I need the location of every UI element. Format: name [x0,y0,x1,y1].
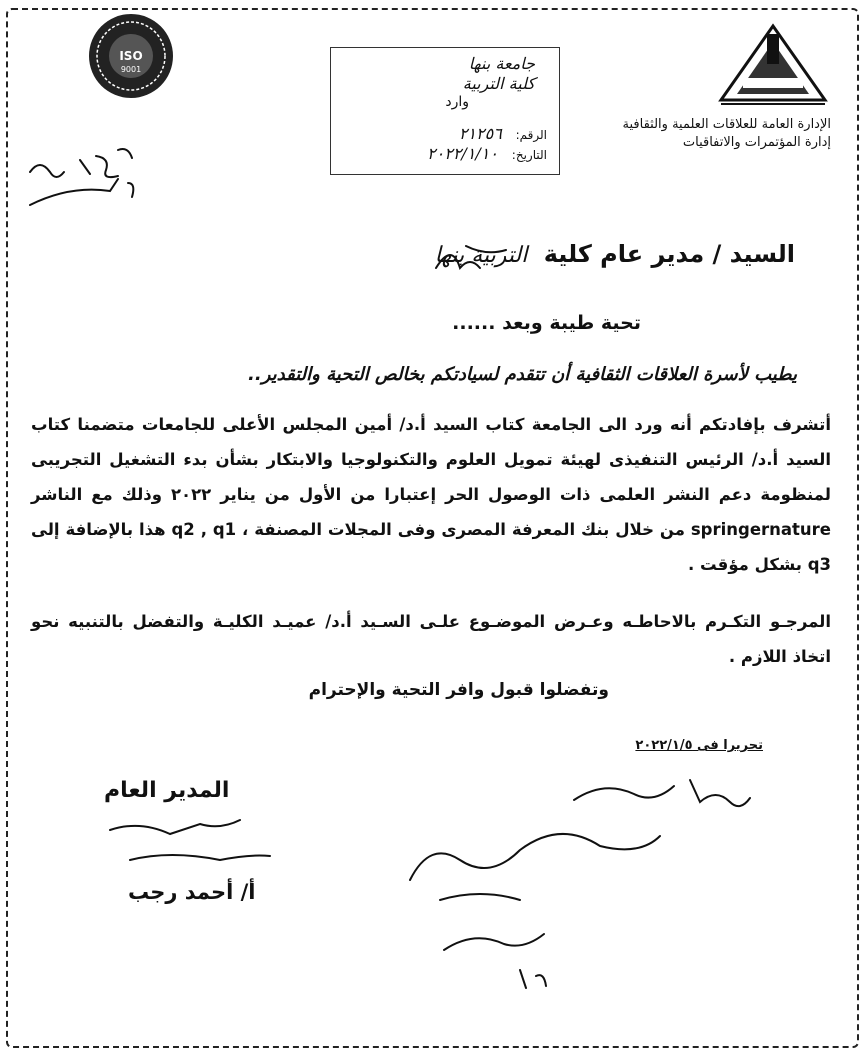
addressee-line [435,240,795,268]
body-paragraph-2: المرجـو التكـرم بالاحاطـه وعـرض الموضـوع علـى السـيد أ.د/ عميـد الكليـة والتفضل بالتنبيه نحو اتخاذ اللازم . [31,612,831,666]
stamp-date-value: ٢٠٢٢/١/١٠ [427,144,498,163]
stamp-number-value: ٢١٢٥٦ [458,124,502,143]
issue-date: تحريرا فى ٢٠٢٢/١/٥ [635,738,763,753]
addressee-prefix: السيد / مدير عام كلية [543,240,795,268]
svg-text:ISO: ISO [119,49,143,63]
general-manager-name: أ/ أحمد رجب [128,880,256,904]
general-manager-title: المدير العام [104,778,230,803]
stamp-number-row [459,124,547,143]
iso-seal-icon [76,10,186,102]
svg-text:9001: 9001 [120,65,142,74]
dept-line-2: إدارة المؤتمرات والاتفاقيات [682,135,831,150]
addressee-handwritten: التربية بنها [434,243,528,268]
department-header [571,116,831,152]
closing-line: وتفضلوا قبول وافر التحية والإحترام [308,680,609,700]
dept-line-1: الإدارة العامة للعلاقات العلمية والثقافية [622,117,831,132]
stamp-faculty: كلية التربية [462,74,535,93]
incoming-stamp [330,47,560,175]
stamp-incoming: وارد [445,94,469,110]
stamp-number-label: الرقم: [515,128,547,142]
intro-line: يطيب لأسرة العلاقات الثقافية أن تتقدم لسيادتكم بخالص التحية والتقدير.. [248,364,797,385]
university-logo-icon [713,20,833,108]
greeting: تحية طيبة وبعد ...... [452,312,641,334]
stamp-date-row [427,144,547,163]
stamp-university: جامعة بنها [468,54,535,73]
body-paragraph-1: أتشرف بإفادتكم أنه ورد الى الجامعة كتاب السيد أ.د/ أمين المجلس الأعلى للجامعات متضمنا كتاب السيد أ.د/ الرئيس التنفيذى لهيئة تمويل العلوم والتكنولوجيا والابتكار بشأن بدء التشغيل التجريبى لمنظومة دعم النشر العلمى ذات الوصول الحر إعتبارا من الأول من يناير ٢٠٢٢ وذلك مع الناشر springernature من خلال بنك المعرفة المصرى وفى المجلات المصنفة ، q2 , q1 هذا بالإضافة إلى q3 بشكل مؤقت . [31,415,832,574]
stamp-date-label: التاريخ: [511,148,547,162]
